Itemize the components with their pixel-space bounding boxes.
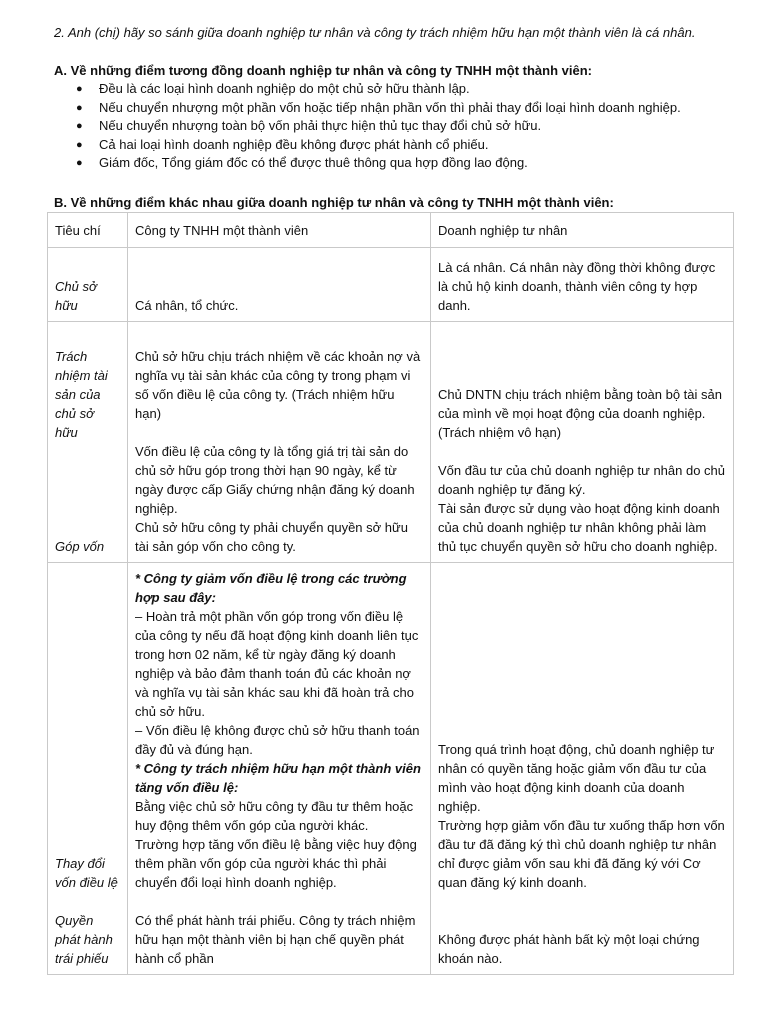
tnhh-increase-convert-text: Trường hợp tăng vốn điều lệ bằng việc huy động thêm phần vốn góp của người khác thì phải chuyển đổi loại hình doanh nghiệp. (135, 837, 417, 890)
dntn-assets-text: Tài sản được sử dụng vào hoạt động kinh doanh của chủ doanh nghiệp tư nhân không phải làm thủ tục chuyển quyền sở hữu cho doanh nghiệp. (438, 501, 720, 554)
tnhh-decrease-heading: * Công ty giảm vốn điều lệ trong các trường hợp sau đây: (135, 571, 407, 605)
cell-dntn-capital-change (431, 563, 734, 975)
table-row (48, 248, 734, 322)
cell-dntn-owner: Là cá nhân. Cá nhân này đồng thời không được là chủ hộ kinh doanh, thành viên công ty hợp danh. (431, 248, 734, 322)
section-a-heading: A. Về những điểm tương đồng doanh nghiệp tư nhân và công ty TNHH một thành viên: (54, 63, 592, 78)
cell-tnhh-capital-change (128, 563, 431, 975)
table-row (48, 322, 734, 563)
similarities-list (54, 80, 734, 173)
criterion-capital-change: Thay đổi vốn điều lệ (55, 856, 118, 890)
table-header-row (48, 213, 734, 248)
comparison-table (47, 212, 734, 975)
list-item: ● Nếu chuyển nhượng một phần vốn hoặc tiếp nhận phần vốn thì phải thay đổi loại hình doanh nghiệp. (54, 99, 734, 118)
criterion-liability-capital (48, 322, 128, 563)
criterion-bonds: Quyền phát hành trái phiếu (55, 913, 113, 966)
tnhh-increase-heading: * Công ty trách nhiệm hữu hạn một thành viên tăng vốn điều lệ: (135, 761, 421, 795)
list-item: ● Đều là các loại hình doanh nghiệp do một chủ sở hữu thành lập. (54, 80, 734, 99)
tnhh-capital-text: Vốn điều lệ của công ty là tổng giá trị tài sản do chủ sở hữu góp trong thời hạn 90 ngày, kể từ ngày được cấp Giấy chứng nhận đăng ký doanh nghiệp. (135, 444, 415, 516)
tnhh-liability-text: Chủ sở hữu chịu trách nhiệm về các khoản nợ và nghĩa vụ tài sản khác của công ty trong phạm vi số vốn điều lệ của công ty. (Trách nhiệm hữu hạn) (135, 349, 421, 421)
list-item: ● Nếu chuyển nhượng toàn bộ vốn phải thực hiện thủ tục thay đổi chủ sở hữu. (54, 117, 734, 136)
cell-tnhh-liability-capital (128, 322, 431, 563)
header-dntn: Doanh nghiệp tư nhân (431, 213, 734, 248)
criterion-capital: Góp vốn (55, 539, 105, 554)
list-item: ● Giám đốc, Tổng giám đốc có thể được thuê thông qua hợp đồng lao động. (54, 154, 734, 173)
tnhh-transfer-text: Chủ sở hữu công ty phải chuyển quyền sở hữu tài sản góp vốn cho công ty. (135, 520, 408, 554)
tnhh-bonds-text: Có thể phát hành trái phiếu. Công ty trách nhiệm hữu hạn một thành viên bị hạn chế quyền phát hành cổ phần (135, 913, 416, 966)
section-b-heading: B. Về những điểm khác nhau giữa doanh nghiệp tư nhân và công ty TNHH một thành viên: (54, 195, 614, 210)
header-criterion: Tiêu chí (48, 213, 128, 248)
table-row (48, 563, 734, 975)
list-item: ● Cả hai loại hình doanh nghiệp đều không được phát hành cổ phiếu. (54, 136, 734, 155)
criterion-capital-change-bonds (48, 563, 128, 975)
tnhh-decrease-case-2: – Vốn điều lệ không được chủ sở hữu thanh toán đầy đủ và đúng hạn. (135, 723, 420, 757)
cell-tnhh-owner: Cá nhân, tổ chức. (128, 248, 431, 322)
criterion-liability: Trách nhiệm tài sản của chủ sở hữu (55, 349, 108, 440)
cell-dntn-liability-capital (431, 322, 734, 563)
dntn-capital-change-text: Trong quá trình hoạt động, chủ doanh nghiệp tư nhân có quyền tăng hoặc giảm vốn đầu tư của mình vào hoạt động kinh doanh của doanh nghiệp. (438, 742, 715, 814)
dntn-bonds-text: Không được phát hành bất kỳ một loại chứng khoán nào. (438, 932, 700, 966)
criterion-owner: Chủ sở hữu (48, 248, 128, 322)
tnhh-decrease-case-1: – Hoàn trả một phần vốn góp trong vốn điều lệ của công ty nếu đã hoạt động kinh doanh liên tục trong hơn 02 năm, kể từ ngày đăng ký doanh nghiệp và bảo đảm thanh toán đủ các khoản nợ và nghĩa vụ tài sản khác sau khi đã hoàn trả cho chủ sở hữu. (135, 609, 419, 719)
tnhh-increase-text: Bằng việc chủ sở hữu công ty đầu tư thêm hoặc huy động thêm vốn góp của người khác. (135, 799, 414, 833)
question-text: 2. Anh (chị) hãy so sánh giữa doanh nghiệp tư nhân và công ty trách nhiệm hữu hạn một thành viên là cá nhân. (54, 25, 696, 40)
header-tnhh: Công ty TNHH một thành viên (128, 213, 431, 248)
dntn-capital-decrease-text: Trường hợp giảm vốn đầu tư xuống thấp hơn vốn đầu tư đã đăng ký thì chủ doanh nghiệp tư nhân chỉ được giảm vốn sau khi đã đăng ký với Cơ quan đăng ký kinh doanh. (438, 818, 725, 890)
dntn-capital-text: Vốn đầu tư của chủ doanh nghiệp tư nhân do chủ doanh nghiệp tự đăng ký. (438, 463, 726, 497)
dntn-liability-text: Chủ DNTN chịu trách nhiệm bằng toàn bộ tài sản của mình về mọi hoạt động của doanh nghiệp. (Trách nhiệm vô hạn) (438, 387, 722, 440)
